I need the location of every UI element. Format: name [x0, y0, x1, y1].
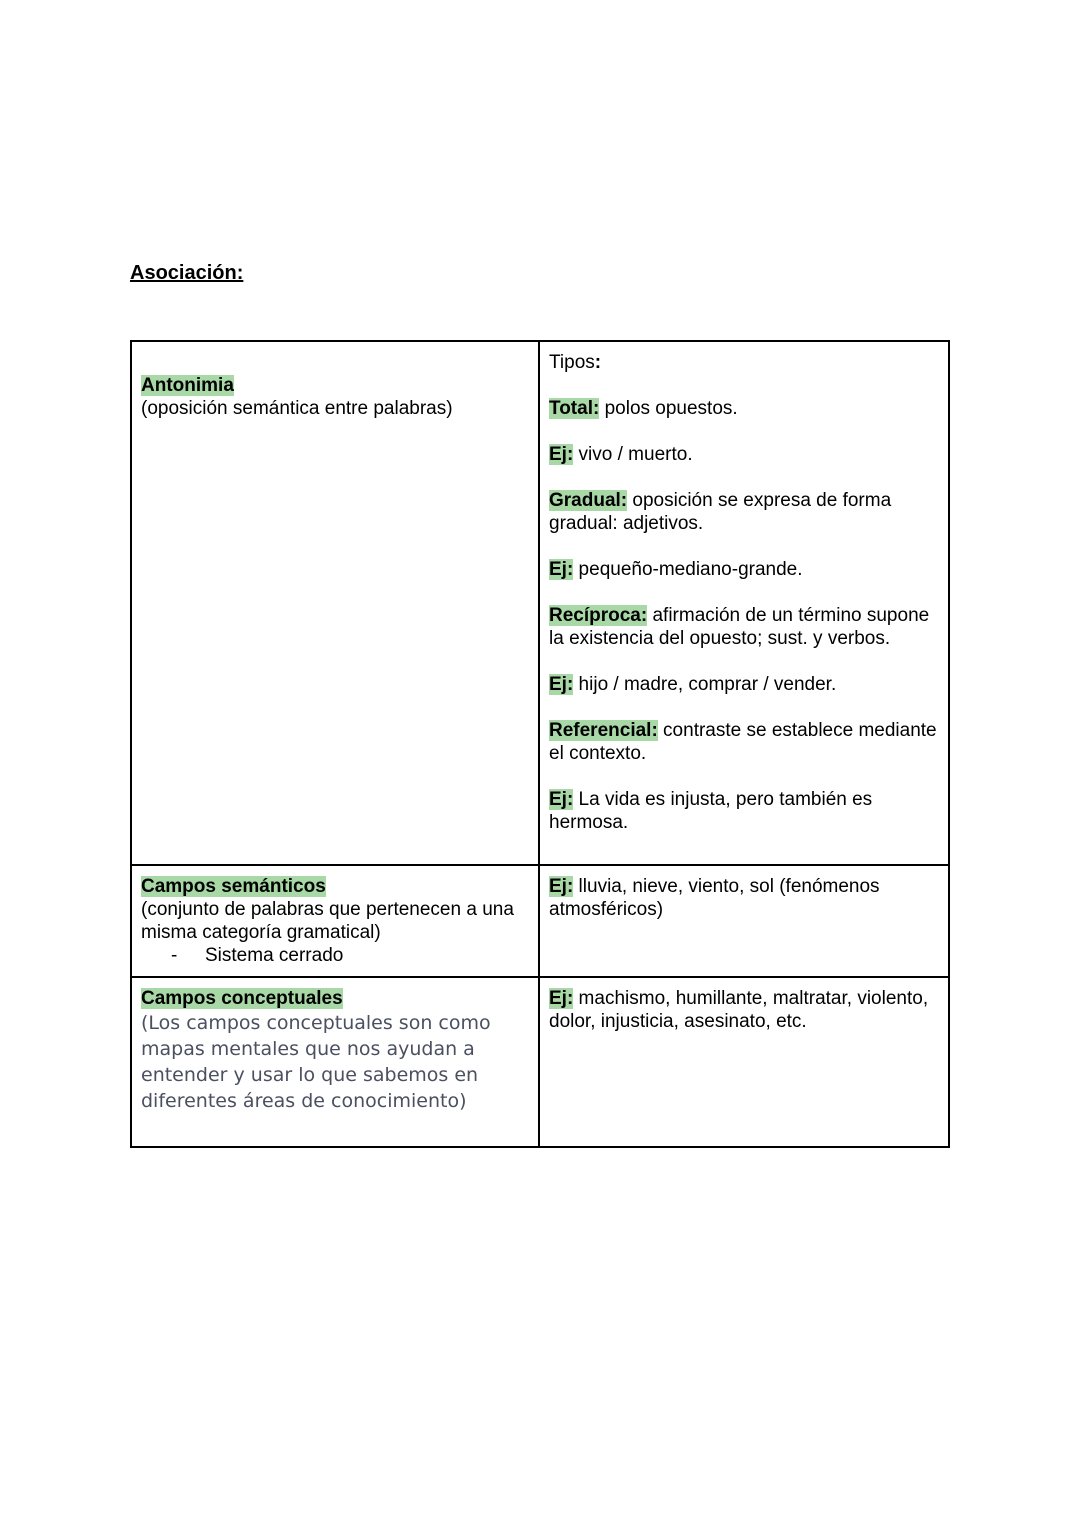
- tipo-referencial: Referencial: contraste se establece mediante el contexto.: [549, 720, 937, 764]
- term-antonimia: Antonimia: [141, 375, 234, 396]
- example-reciproca: Ej: hijo / madre, comprar / vender.: [549, 674, 837, 695]
- definition-antonimia: (oposición semántica entre palabras): [141, 398, 453, 419]
- example-referencial: Ej: La vida es injusta, pero también es hermosa.: [549, 789, 873, 833]
- tipo-total: Total: polos opuestos.: [549, 398, 738, 419]
- example-campos-semanticos: Ej: lluvia, nieve, viento, sol (fenómenos atmosféricos): [549, 876, 880, 920]
- list-item: - Sistema cerrado: [171, 945, 344, 966]
- tipos-heading: Tipos:: [549, 352, 602, 373]
- detail-cell-campos-semanticos: [539, 865, 949, 977]
- term-campos-conceptuales: Campos conceptuales: [141, 988, 343, 1009]
- table-row-antonimia: [131, 341, 949, 865]
- example-total: Ej: vivo / muerto.: [549, 444, 693, 465]
- detail-cell-antonimia: [539, 341, 949, 865]
- table-row-campos-conceptuales: [131, 977, 949, 1147]
- term-cell-antonimia: [131, 341, 539, 865]
- page-title: Asociación:: [130, 262, 244, 284]
- term-cell-campos-semanticos: [131, 865, 539, 977]
- term-campos-semanticos: Campos semánticos: [141, 876, 326, 897]
- term-cell-campos-conceptuales: [131, 977, 539, 1147]
- association-table: [130, 340, 950, 1148]
- definition-campos-conceptuales: (Los campos conceptuales son como mapas mentales que nos ayudan a entender y usar lo que sabemos en diferentes áreas de conocimiento): [141, 1012, 491, 1112]
- detail-cell-campos-conceptuales: [539, 977, 949, 1147]
- tipo-gradual: Gradual: oposición se expresa de forma gradual: adjetivos.: [549, 490, 892, 534]
- definition-campos-semanticos: (conjunto de palabras que pertenecen a una misma categoría gramatical): [141, 899, 514, 943]
- example-gradual: Ej: pequeño-mediano-grande.: [549, 559, 803, 580]
- tipo-reciproca: Recíproca: afirmación de un término supone la existencia del opuesto; sust. y verbos.: [549, 605, 930, 649]
- table-row-campos-semanticos: [131, 865, 949, 977]
- example-campos-conceptuales: Ej: machismo, humillante, maltratar, violento, dolor, injusticia, asesinato, etc.: [549, 988, 929, 1032]
